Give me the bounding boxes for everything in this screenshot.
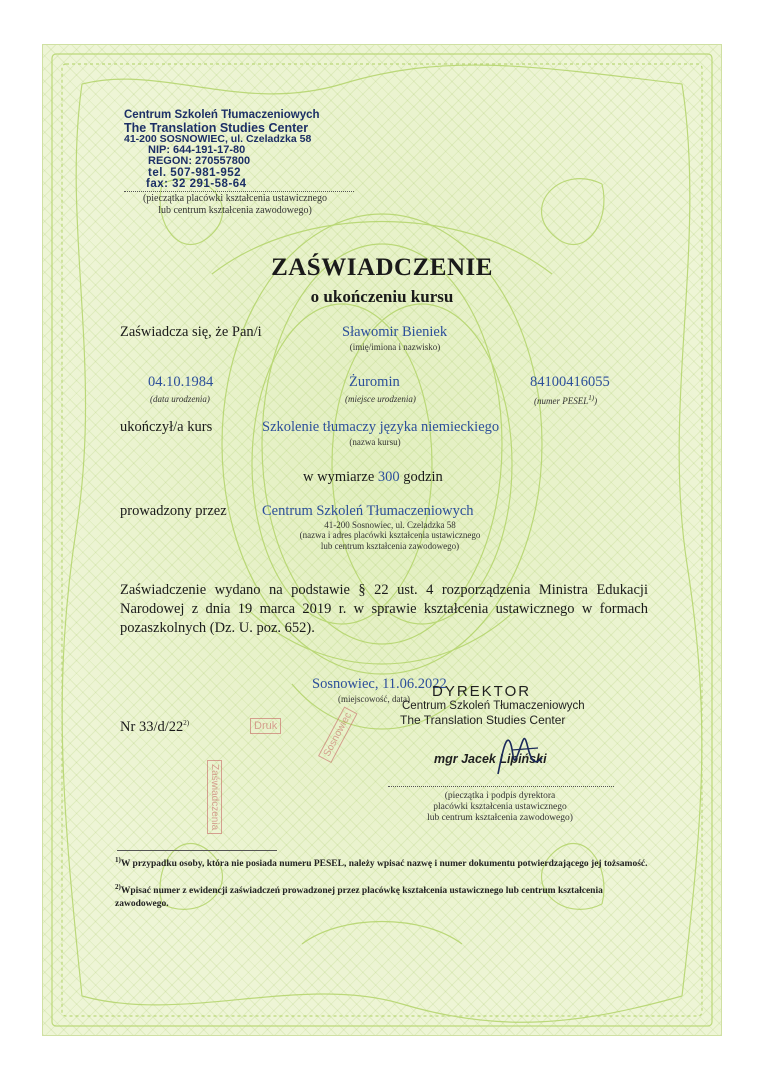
footnote-1-mark: 1) [115, 856, 121, 864]
stamp-line: NIP: 644-191-17-80 [148, 144, 246, 157]
certificate-number [120, 719, 189, 736]
organizer-caption-line: (nazwa i adres placówki kształcenia ustawicznego [299, 530, 481, 541]
course-label: ukończył/a kurs [120, 419, 213, 435]
institution-stamp [124, 110, 354, 192]
hours-suffix: godzin [403, 469, 443, 485]
signature-line [388, 786, 614, 787]
footnote-1-text: W przypadku osoby, która nie posiada numeru PESEL, należy wpisać nazwę i numer dokumentu potwierdzającego jej tożsamość. [120, 859, 648, 870]
document-subtitle: o ukończeniu kursu [310, 287, 454, 306]
director-name: mgr Jacek Lipiński [434, 752, 547, 766]
pesel-caption [534, 394, 597, 406]
legal-basis: Zaświadczenie wydano na podstawie § 22 ust. 4 rozporządzenia Ministra Edukacji Narodowej z dnia 19 marca 2019 r. w sprawie kształcenia ustawicznego w formach pozaszkolnych (Dz. U. poz. 652). [120, 582, 648, 636]
issue-place-date-caption: (miejscowość, data) [338, 694, 410, 704]
nr-value: 33/d/22 [138, 719, 184, 735]
stamp-line: The Translation Studies Center [124, 120, 309, 135]
red-stamp-druk: Druk [250, 718, 281, 734]
organizer-caption-line: lub centrum kształcenia zawodowego) [320, 540, 460, 551]
pesel-footnote-mark: 1) [588, 394, 595, 402]
nr-footnote-mark: 2) [183, 719, 190, 728]
signature-caption [400, 791, 600, 824]
signature-caption-line: lub centrum kształcenia zawodowego) [427, 812, 573, 823]
director-org-pl: Centrum Szkoleń Tłumaczeniowych [402, 700, 585, 712]
stamp-caption-line: (pieczątka placówki kształcenia ustawicznego [142, 193, 328, 204]
stamp-line: 41-200 SOSNOWIEC, ul. Czeladzka 58 [124, 133, 312, 146]
course-name-caption: (nazwa kursu) [349, 437, 401, 447]
birth-date-caption: (data urodzenia) [150, 394, 210, 404]
director-role: DYREKTOR [432, 683, 532, 700]
signature-caption-line: placówki kształcenia ustawicznego [433, 801, 567, 812]
course-hours [303, 469, 443, 486]
organizer-name: Centrum Szkoleń Tłumaczeniowych [262, 503, 474, 519]
pesel-caption-text: (numer PESEL [534, 396, 589, 406]
organizer-address: 41-200 Sosnowiec, ul. Czeladzka 58 [324, 520, 456, 530]
director-org-en: The Translation Studies Center [400, 713, 566, 727]
footnote-2-text: Wpisać numer z ewidencji zaświadczeń prowadzonej przez placówkę kształcenia ustawicznego lub centrum kształcenia zawodowego. [115, 886, 603, 909]
intro-label: Zaświadcza się, że Pan/i [120, 324, 262, 340]
organizer-label: prowadzony przez [120, 503, 227, 519]
hours-value: 300 [377, 469, 400, 485]
footnote-2-mark: 2) [115, 883, 121, 891]
stamp-caption [120, 193, 350, 217]
stamp-line: REGON: 270557800 [148, 155, 251, 168]
stamp-line: Centrum Szkoleń Tłumaczeniowych [124, 109, 320, 121]
handwritten-signature [490, 724, 550, 784]
footnote-2 [115, 883, 655, 910]
person-name: Sławomir Bieniek [342, 324, 448, 340]
document-title: ZAŚWIADCZENIE [271, 254, 493, 281]
pesel-number: 84100416055 [530, 374, 610, 390]
issue-place-date: Sosnowiec, 11.06.2022 [312, 676, 447, 692]
stamp-line: tel. 507-981-952 [148, 166, 242, 179]
signature-caption-line: (pieczątka i podpis dyrektora [444, 791, 556, 801]
birth-place: Żuromin [349, 374, 400, 390]
pesel-caption-end: ) [594, 396, 598, 406]
red-stamp-vertical: Zaświadczenia [207, 760, 222, 834]
hours-prefix: w wymiarze [303, 469, 375, 485]
birth-date: 04.10.1984 [148, 374, 214, 390]
stamp-line: fax: 32 291-58-64 [124, 179, 354, 192]
red-stamp-diagonal: Sosnowiec [318, 706, 358, 763]
person-name-caption: (imię/imiona i nazwisko) [349, 342, 441, 352]
nr-label: Nr [120, 719, 136, 735]
organizer-caption [270, 520, 510, 551]
footnote-rule [117, 850, 277, 851]
course-name: Szkolenie tłumaczy języka niemieckiego [262, 419, 500, 435]
birth-place-caption: (miejsce urodzenia) [345, 394, 416, 404]
stamp-caption-line: lub centrum kształcenia zawodowego) [158, 205, 312, 216]
footnote-1 [115, 856, 655, 871]
